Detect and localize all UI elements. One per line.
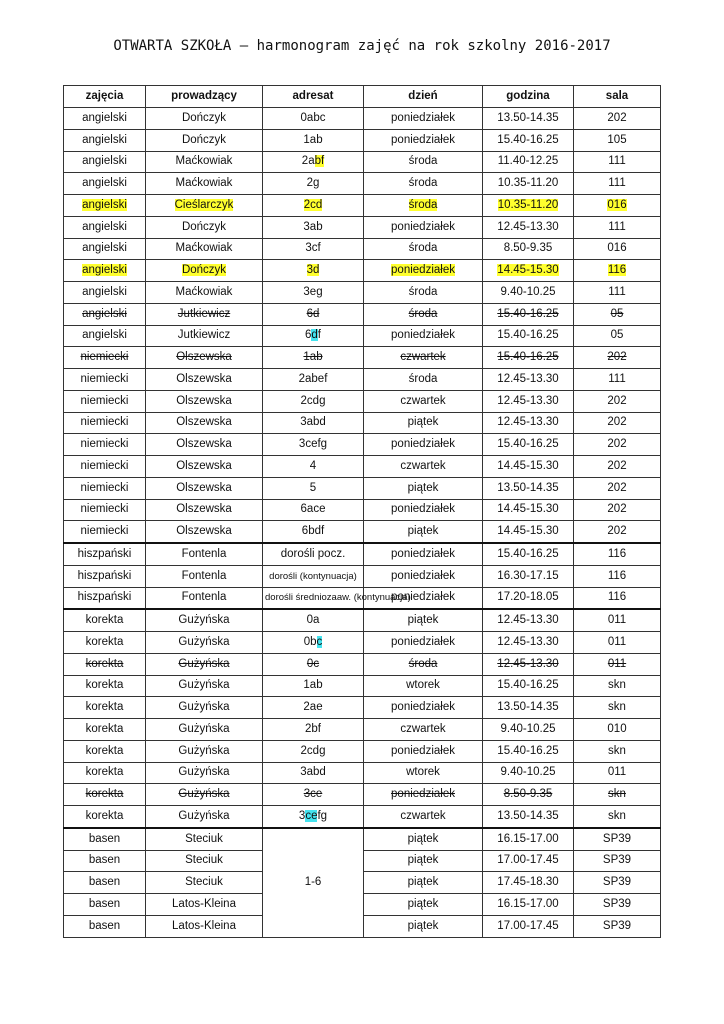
cell-zajecia: angielski — [64, 129, 146, 151]
cell-adresat: 3abd — [263, 412, 364, 434]
cell-godzina: 14.45-15.30 — [483, 499, 574, 521]
cell-godzina: 17.20-18.05 — [483, 587, 574, 609]
cell-godzina — [483, 195, 574, 217]
table-row — [64, 129, 661, 151]
cell-zajecia: niemiecki — [64, 347, 146, 369]
cell-prowadzacy: Olszewska — [146, 347, 263, 369]
cell-dzien: poniedziałek — [364, 565, 483, 587]
cell-prowadzacy: Jutkiewicz — [146, 325, 263, 347]
cell-dzien: środa — [364, 369, 483, 391]
cell-adresat: 1ab — [263, 347, 364, 369]
cell-zajecia: hiszpański — [64, 587, 146, 609]
cell-godzina — [483, 260, 574, 282]
cell-godzina: 15.40-16.25 — [483, 325, 574, 347]
cell-dzien: poniedziałek — [364, 434, 483, 456]
table-row — [64, 390, 661, 412]
table-row — [64, 719, 661, 741]
table-row — [64, 434, 661, 456]
cell-prowadzacy: Steciuk — [146, 828, 263, 850]
table-row — [64, 762, 661, 784]
table-row — [64, 521, 661, 543]
cell-dzien: piątek — [364, 894, 483, 916]
cell-sala: 105 — [574, 129, 661, 151]
table-row — [64, 697, 661, 719]
cell-godzina: 15.40-16.25 — [483, 675, 574, 697]
cell-godzina: 8.50-9.35 — [483, 784, 574, 806]
cell-sala: 202 — [574, 456, 661, 478]
cell-adresat: 6df — [263, 325, 364, 347]
cell-prowadzacy — [146, 260, 263, 282]
cell-godzina: 11.40-12.25 — [483, 151, 574, 173]
table-row — [64, 260, 661, 282]
cell-dzien: poniedziałek — [364, 543, 483, 565]
cell-zajecia: angielski — [64, 108, 146, 130]
cell-dzien: poniedziałek — [364, 740, 483, 762]
cell-adresat: 2abef — [263, 369, 364, 391]
cell-godzina: 13.50-14.35 — [483, 477, 574, 499]
cell-godzina: 10.35-11.20 — [483, 173, 574, 195]
cell-godzina: 12.45-13.30 — [483, 216, 574, 238]
table-row — [64, 151, 661, 173]
cell-godzina: 16.15-17.00 — [483, 894, 574, 916]
highlighted-marker: b — [314, 155, 321, 168]
cell-prowadzacy: Gużyńska — [146, 740, 263, 762]
cell-sala: skn — [574, 675, 661, 697]
cell-zajecia: korekta — [64, 697, 146, 719]
cell-zajecia: basen — [64, 850, 146, 872]
cell-sala: 111 — [574, 369, 661, 391]
cell-sala: 111 — [574, 216, 661, 238]
cell-adresat: 2cdg — [263, 390, 364, 412]
cell-adresat: 0a — [263, 609, 364, 631]
highlighted-text: Cieślarczyk — [174, 198, 234, 211]
cell-zajecia: angielski — [64, 216, 146, 238]
table-row — [64, 784, 661, 806]
cell-prowadzacy: Steciuk — [146, 872, 263, 894]
table-row — [64, 653, 661, 675]
cell-adresat: dorośli pocz. — [263, 543, 364, 565]
table-row — [64, 632, 661, 654]
cell-zajecia: korekta — [64, 632, 146, 654]
cell-zajecia: korekta — [64, 609, 146, 631]
table-row — [64, 740, 661, 762]
cell-godzina: 12.45-13.30 — [483, 412, 574, 434]
cell-dzien: poniedziałek — [364, 499, 483, 521]
cell-sala: 202 — [574, 521, 661, 543]
schedule-table — [63, 85, 661, 938]
cell-adresat: 3eg — [263, 282, 364, 304]
cell-zajecia: korekta — [64, 784, 146, 806]
cell-sala — [574, 195, 661, 217]
cell-zajecia: niemiecki — [64, 499, 146, 521]
cell-prowadzacy: Gużyńska — [146, 653, 263, 675]
cell-prowadzacy: Olszewska — [146, 499, 263, 521]
header-godzina: godzina — [483, 86, 574, 108]
header-prowadzacy: prowadzący — [146, 86, 263, 108]
table-row — [64, 347, 661, 369]
cell-adresat: 3cefg — [263, 806, 364, 828]
cell-dzien: piątek — [364, 915, 483, 937]
cell-dzien: piątek — [364, 521, 483, 543]
cell-prowadzacy: Latos-Kleina — [146, 894, 263, 916]
cell-prowadzacy: Fontenla — [146, 543, 263, 565]
cell-godzina: 12.45-13.30 — [483, 609, 574, 631]
highlighted-text: angielski — [82, 198, 127, 211]
cell-zajecia — [64, 260, 146, 282]
highlighted-marker: c — [316, 635, 323, 648]
cell-zajecia: niemiecki — [64, 477, 146, 499]
cell-dzien: poniedziałek — [364, 632, 483, 654]
cell-prowadzacy: Maćkowiak — [146, 151, 263, 173]
highlighted-text: angielski — [82, 264, 127, 277]
highlighted-text: 116 — [607, 264, 627, 277]
cell-zajecia: hiszpański — [64, 565, 146, 587]
highlighted-text: 14.45-15.30 — [497, 264, 559, 277]
highlighted-text: środa — [408, 198, 438, 211]
table-row — [64, 828, 661, 850]
cell-dzien: wtorek — [364, 762, 483, 784]
cell-adresat: 2g — [263, 173, 364, 195]
cell-zajecia: basen — [64, 894, 146, 916]
header-zajecia: zajęcia — [64, 86, 146, 108]
cell-prowadzacy: Gużyńska — [146, 609, 263, 631]
table-row — [64, 195, 661, 217]
cell-prowadzacy: Gużyńska — [146, 632, 263, 654]
cell-adresat: 1-6 — [263, 828, 364, 937]
cell-adresat: 6bdf — [263, 521, 364, 543]
cell-dzien: środa — [364, 653, 483, 675]
cell-dzien: wtorek — [364, 675, 483, 697]
cell-adresat: 2bf — [263, 719, 364, 741]
cell-zajecia: korekta — [64, 653, 146, 675]
cell-godzina: 16.15-17.00 — [483, 828, 574, 850]
cell-dzien — [364, 260, 483, 282]
cell-zajecia: angielski — [64, 151, 146, 173]
cell-dzien: poniedziałek — [364, 129, 483, 151]
header-dzien: dzień — [364, 86, 483, 108]
cell-sala: 202 — [574, 108, 661, 130]
cell-dzien: poniedziałek — [364, 587, 483, 609]
cell-prowadzacy: Gużyńska — [146, 719, 263, 741]
cell-prowadzacy: Maćkowiak — [146, 173, 263, 195]
cell-dzien: piątek — [364, 828, 483, 850]
cell-godzina: 9.40-10.25 — [483, 719, 574, 741]
table-row — [64, 238, 661, 260]
cell-zajecia: niemiecki — [64, 434, 146, 456]
cell-adresat: 2abf — [263, 151, 364, 173]
table-row — [64, 587, 661, 609]
cell-dzien: środa — [364, 238, 483, 260]
cell-adresat: dorośli średniozaaw. (kontynuacja) — [263, 587, 364, 609]
cell-prowadzacy: Olszewska — [146, 521, 263, 543]
cell-sala: 011 — [574, 609, 661, 631]
cell-prowadzacy: Dończyk — [146, 129, 263, 151]
cell-dzien: piątek — [364, 412, 483, 434]
cell-sala: 011 — [574, 632, 661, 654]
cell-zajecia: niemiecki — [64, 412, 146, 434]
cell-adresat: 3cf — [263, 238, 364, 260]
cell-prowadzacy: Latos-Kleina — [146, 915, 263, 937]
highlighted-text: 2cd — [303, 198, 323, 211]
cell-adresat: 1ab — [263, 675, 364, 697]
cell-adresat: 2cdg — [263, 740, 364, 762]
cell-adresat: 1ab — [263, 129, 364, 151]
cell-zajecia: korekta — [64, 806, 146, 828]
table-row — [64, 282, 661, 304]
highlighted-text: 10.35-11.20 — [497, 198, 559, 211]
cell-sala: 111 — [574, 151, 661, 173]
highlighted-marker: ce — [305, 809, 318, 822]
table-row — [64, 806, 661, 828]
cell-zajecia: basen — [64, 915, 146, 937]
highlighted-text: poniedziałek — [391, 264, 455, 277]
table-row — [64, 108, 661, 130]
cell-godzina: 17.00-17.45 — [483, 915, 574, 937]
cell-dzien: czwartek — [364, 719, 483, 741]
table-row — [64, 565, 661, 587]
cell-zajecia: angielski — [64, 282, 146, 304]
highlighted-text: 3d — [306, 264, 320, 277]
cell-dzien: piątek — [364, 850, 483, 872]
cell-sala: 202 — [574, 412, 661, 434]
cell-dzien: piątek — [364, 477, 483, 499]
cell-dzien: środa — [364, 282, 483, 304]
cell-zajecia — [64, 195, 146, 217]
cell-adresat: 6d — [263, 303, 364, 325]
cell-dzien: czwartek — [364, 806, 483, 828]
cell-prowadzacy: Olszewska — [146, 434, 263, 456]
cell-zajecia: hiszpański — [64, 543, 146, 565]
table-row — [64, 412, 661, 434]
table-row — [64, 369, 661, 391]
cell-dzien: czwartek — [364, 347, 483, 369]
cell-dzien: środa — [364, 151, 483, 173]
table-row — [64, 477, 661, 499]
cell-adresat: 3abd — [263, 762, 364, 784]
cell-godzina: 13.50-14.35 — [483, 697, 574, 719]
cell-adresat: 0abc — [263, 108, 364, 130]
page-title: OTWARTA SZKOŁA – harmonogram zajęć na rok szkolny 2016-2017 — [113, 38, 611, 54]
cell-prowadzacy: Olszewska — [146, 390, 263, 412]
cell-dzien: poniedziałek — [364, 697, 483, 719]
table-row — [64, 543, 661, 565]
cell-adresat: 3ab — [263, 216, 364, 238]
cell-godzina: 8.50-9.35 — [483, 238, 574, 260]
cell-adresat: 0bc — [263, 632, 364, 654]
cell-sala: skn — [574, 806, 661, 828]
cell-dzien: piątek — [364, 609, 483, 631]
cell-prowadzacy: Maćkowiak — [146, 282, 263, 304]
table-row — [64, 303, 661, 325]
header-adresat: adresat — [263, 86, 364, 108]
cell-prowadzacy: Dończyk — [146, 216, 263, 238]
cell-zajecia: korekta — [64, 719, 146, 741]
cell-godzina: 14.45-15.30 — [483, 521, 574, 543]
cell-sala: skn — [574, 697, 661, 719]
cell-sala: 05 — [574, 303, 661, 325]
cell-sala: 202 — [574, 390, 661, 412]
table-row — [64, 173, 661, 195]
cell-prowadzacy: Gużyńska — [146, 784, 263, 806]
cell-dzien: środa — [364, 173, 483, 195]
cell-prowadzacy: Jutkiewicz — [146, 303, 263, 325]
header-sala: sala — [574, 86, 661, 108]
cell-godzina: 12.45-13.30 — [483, 632, 574, 654]
cell-godzina: 15.40-16.25 — [483, 303, 574, 325]
cell-adresat: 2ae — [263, 697, 364, 719]
header-row — [64, 86, 661, 108]
cell-sala: skn — [574, 740, 661, 762]
cell-dzien: poniedziałek — [364, 325, 483, 347]
cell-godzina: 13.50-14.35 — [483, 108, 574, 130]
cell-sala: 116 — [574, 543, 661, 565]
cell-prowadzacy: Gużyńska — [146, 806, 263, 828]
cell-sala: 202 — [574, 499, 661, 521]
table-row — [64, 325, 661, 347]
cell-adresat: 6ace — [263, 499, 364, 521]
cell-zajecia: basen — [64, 828, 146, 850]
cell-godzina: 13.50-14.35 — [483, 806, 574, 828]
table-row — [64, 499, 661, 521]
cell-sala: 05 — [574, 325, 661, 347]
cell-sala: 010 — [574, 719, 661, 741]
cell-sala: 116 — [574, 587, 661, 609]
cell-dzien: poniedziałek — [364, 108, 483, 130]
cell-dzien — [364, 195, 483, 217]
cell-prowadzacy — [146, 195, 263, 217]
schedule-body — [64, 108, 661, 938]
cell-godzina: 9.40-10.25 — [483, 282, 574, 304]
cell-sala: 111 — [574, 282, 661, 304]
cell-prowadzacy: Olszewska — [146, 369, 263, 391]
highlighted-text: Dończyk — [181, 264, 227, 277]
cell-sala: 202 — [574, 477, 661, 499]
cell-godzina: 14.45-15.30 — [483, 456, 574, 478]
table-row — [64, 216, 661, 238]
cell-zajecia: korekta — [64, 675, 146, 697]
cell-adresat: 4 — [263, 456, 364, 478]
cell-godzina: 12.45-13.30 — [483, 369, 574, 391]
highlighted-marker: d — [311, 329, 318, 342]
cell-prowadzacy: Olszewska — [146, 412, 263, 434]
cell-godzina: 16.30-17.15 — [483, 565, 574, 587]
cell-sala: SP39 — [574, 850, 661, 872]
cell-adresat: dorośli (kontynuacja) — [263, 565, 364, 587]
cell-adresat: 0c — [263, 653, 364, 675]
cell-zajecia: niemiecki — [64, 521, 146, 543]
cell-prowadzacy: Gużyńska — [146, 697, 263, 719]
cell-adresat: 5 — [263, 477, 364, 499]
cell-zajecia: basen — [64, 872, 146, 894]
cell-sala: skn — [574, 784, 661, 806]
cell-zajecia: niemiecki — [64, 456, 146, 478]
cell-godzina: 17.45-18.30 — [483, 872, 574, 894]
cell-adresat: 3cefg — [263, 434, 364, 456]
table-row — [64, 456, 661, 478]
cell-prowadzacy: Fontenla — [146, 587, 263, 609]
cell-zajecia: korekta — [64, 762, 146, 784]
cell-zajecia: niemiecki — [64, 369, 146, 391]
cell-zajecia: angielski — [64, 173, 146, 195]
cell-sala: 016 — [574, 238, 661, 260]
cell-sala — [574, 260, 661, 282]
cell-zajecia: korekta — [64, 740, 146, 762]
cell-prowadzacy: Steciuk — [146, 850, 263, 872]
cell-godzina: 15.40-16.25 — [483, 347, 574, 369]
cell-sala: 202 — [574, 347, 661, 369]
cell-sala: 202 — [574, 434, 661, 456]
cell-adresat: 3ce — [263, 784, 364, 806]
cell-zajecia: angielski — [64, 325, 146, 347]
cell-zajecia: angielski — [64, 303, 146, 325]
cell-sala: 011 — [574, 653, 661, 675]
cell-godzina: 15.40-16.25 — [483, 543, 574, 565]
cell-sala: SP39 — [574, 915, 661, 937]
cell-prowadzacy: Olszewska — [146, 477, 263, 499]
table-row — [64, 675, 661, 697]
cell-godzina: 17.00-17.45 — [483, 850, 574, 872]
cell-dzien: piątek — [364, 872, 483, 894]
cell-dzien: poniedziałek — [364, 784, 483, 806]
table-row — [64, 609, 661, 631]
cell-adresat — [263, 260, 364, 282]
cell-prowadzacy: Gużyńska — [146, 675, 263, 697]
cell-prowadzacy: Gużyńska — [146, 762, 263, 784]
cell-prowadzacy: Maćkowiak — [146, 238, 263, 260]
cell-prowadzacy: Fontenla — [146, 565, 263, 587]
cell-godzina: 12.45-13.30 — [483, 653, 574, 675]
cell-godzina: 15.40-16.25 — [483, 129, 574, 151]
cell-sala: SP39 — [574, 894, 661, 916]
cell-zajecia: angielski — [64, 238, 146, 260]
cell-sala: SP39 — [574, 872, 661, 894]
highlighted-text: f — [321, 155, 325, 168]
cell-godzina: 15.40-16.25 — [483, 740, 574, 762]
cell-dzien: czwartek — [364, 456, 483, 478]
cell-godzina: 9.40-10.25 — [483, 762, 574, 784]
highlighted-text: 016 — [607, 198, 627, 211]
cell-godzina: 15.40-16.25 — [483, 434, 574, 456]
cell-sala: 111 — [574, 173, 661, 195]
cell-godzina: 12.45-13.30 — [483, 390, 574, 412]
cell-dzien: czwartek — [364, 390, 483, 412]
cell-sala: SP39 — [574, 828, 661, 850]
cell-sala: 011 — [574, 762, 661, 784]
cell-prowadzacy: Olszewska — [146, 456, 263, 478]
cell-dzien: środa — [364, 303, 483, 325]
cell-dzien: poniedziałek — [364, 216, 483, 238]
cell-prowadzacy: Dończyk — [146, 108, 263, 130]
cell-sala: 116 — [574, 565, 661, 587]
cell-zajecia: niemiecki — [64, 390, 146, 412]
cell-adresat — [263, 195, 364, 217]
